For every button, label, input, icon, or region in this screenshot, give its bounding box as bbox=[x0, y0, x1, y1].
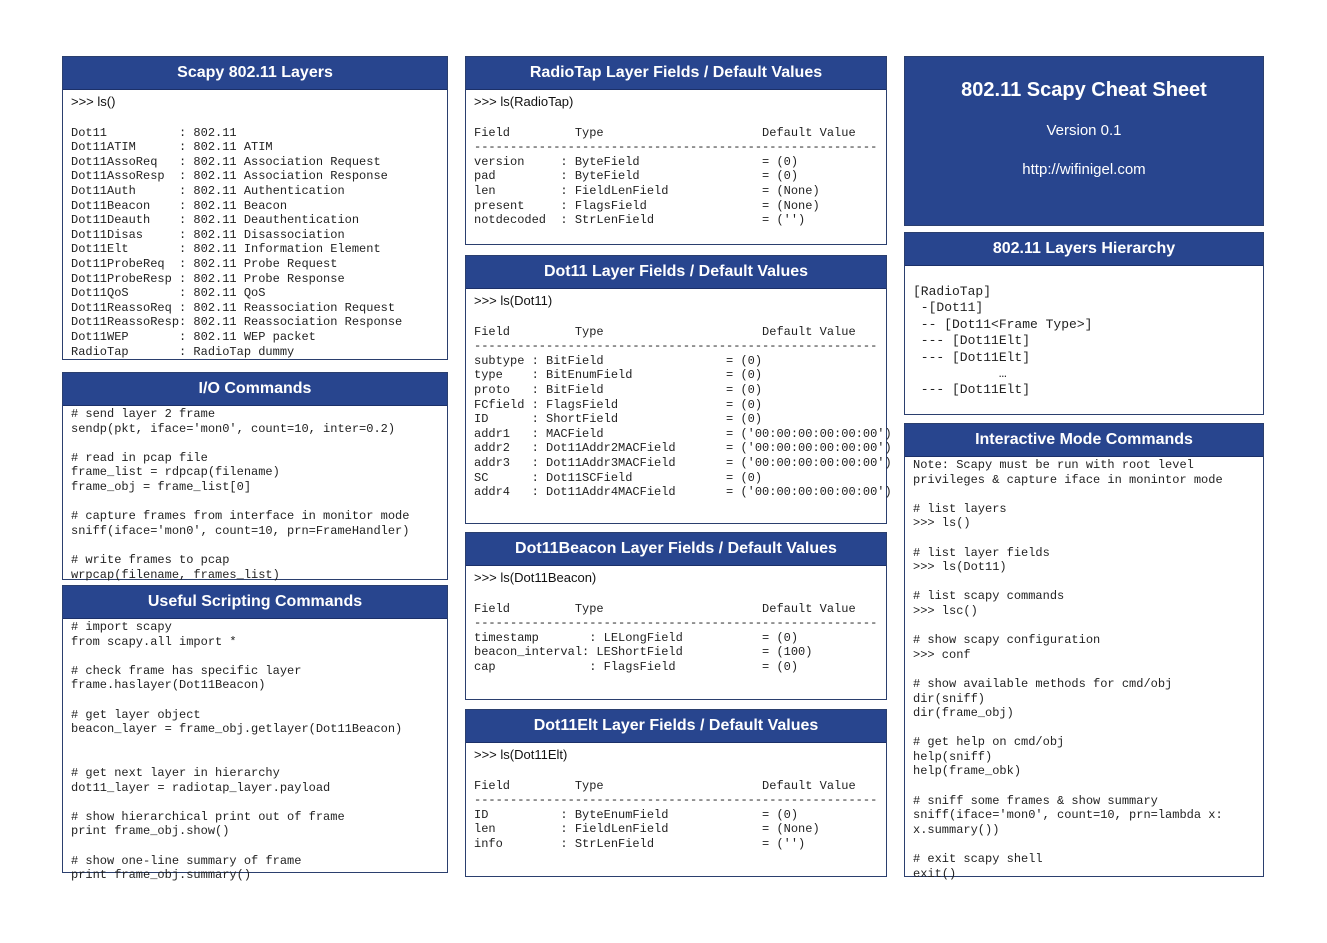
io-commands-title: I/O Commands bbox=[63, 373, 447, 406]
interactive-commands-body: Note: Scapy must be run with root level privileges & capture iface in monintor mode # list layers >>> ls() # list layer fields >>> ls(Dot11) # list scapy commands >>> lsc() # show scapy configuration >>> conf # show available methods for cmd/obj dir(sniff) dir(frame_obj) # get help on cmd/obj help(sniff) help(frame_obk) # sniff some frames & show summary sniff(iface='mon0', count=10, prn=lambda x: x.summary()) # exit scapy shell exit() bbox=[913, 458, 1223, 881]
radiotap-fields-body: Field Type Default Value -------------------------------------------------------- version : ByteField = (0) pad : ByteField = (0) len : FieldLenField = (None) present : FlagsField = (None) notdecoded : StrLenField = ('') bbox=[474, 125, 878, 228]
cheat-sheet-title-panel bbox=[904, 56, 1264, 226]
interactive-commands-panel bbox=[904, 423, 1264, 881]
elt-fields-panel bbox=[465, 709, 887, 877]
layers-list: Dot11 : 802.11 Dot11ATIM : 802.11 ATIM Dot11AssoReq : 802.11 Association Request Dot11AssoResp : 802.11 Association Response Dot11Auth : 802.11 Authentication Dot11Beacon : 802.11 Beacon Dot11Deauth : 802.11 Deauthentication Dot11Disas : 802.11 Disassociation Dot11Elt : 802.11 Information Element Dot11ProbeReq : 802.11 Probe Request Dot11ProbeResp : 802.11 Probe Response Dot11QoS : 802.11 QoS Dot11ReassoReq : 802.11 Reassociation Request Dot11ReassoResp: 802.11 Reassociation Response Dot11WEP : 802.11 WEP packet RadioTap : RadioTap dummy bbox=[71, 125, 403, 359]
dot11-fields-body: Field Type Default Value -------------------------------------------------------- subtype : BitField = (0) type : BitEnumField = (0) proto : BitField = (0) FCfield : FlagsField = (0) ID : ShortField = (0) addr1 : MACField = ('00:00:00:00:00:00') addr2 : Dot11Addr2MACField = ('00:00:00:00:00:00') addr3 : Dot11Addr3MACField = ('00:00:00:00:00:00') SC : Dot11SCField = (0) addr4 : Dot11Addr4MACField = ('00:00:00:00:00:00') bbox=[474, 324, 892, 500]
scripting-commands-title: Useful Scripting Commands bbox=[63, 586, 447, 619]
io-commands-body: # send layer 2 frame sendp(pkt, iface='mon0', count=10, inter=0.2) # read in pcap file frame_list = rdpcap(filename) frame_obj = frame_list[0] # capture frames from interface in monitor mode sniff(iface='mon0', count=10, prn=FrameHandler) # write frames to pcap wrpcap(filename, frames_list) bbox=[71, 407, 410, 582]
radiotap-fields-panel bbox=[465, 56, 887, 245]
layers-panel-title: Scapy 802.11 Layers bbox=[63, 57, 447, 90]
beacon-command: >>> ls(Dot11Beacon) bbox=[474, 570, 597, 585]
cheat-sheet-url[interactable]: http://wifinigel.com bbox=[1022, 161, 1146, 178]
cheat-sheet-title: 802.11 Scapy Cheat Sheet bbox=[961, 79, 1207, 101]
elt-fields-body: Field Type Default Value -------------------------------------------------------- ID : ByteEnumField = (0) len : FieldLenField = (None) info : StrLenField = ('') bbox=[474, 778, 878, 851]
beacon-fields-body: Field Type Default Value -------------------------------------------------------- timestamp : LELongField = (0) beacon_interval: LEShortField = (100) cap : FlagsField = (0) bbox=[474, 601, 878, 674]
io-commands-panel bbox=[62, 372, 448, 580]
hierarchy-body: [RadioTap] -[Dot11] -- [Dot11<Frame Type>] --- [Dot11Elt] --- [Dot11Elt] … --- [Dot11Elt] bbox=[913, 284, 1093, 398]
elt-fields-title: Dot11Elt Layer Fields / Default Values bbox=[466, 710, 886, 743]
beacon-fields-title: Dot11Beacon Layer Fields / Default Values bbox=[466, 533, 886, 566]
radiotap-fields-title: RadioTap Layer Fields / Default Values bbox=[466, 57, 886, 90]
dot11-fields-panel bbox=[465, 255, 892, 524]
hierarchy-title: 802.11 Layers Hierarchy bbox=[905, 233, 1263, 266]
dot11-command: >>> ls(Dot11) bbox=[474, 293, 553, 308]
cheat-sheet-version: Version 0.1 bbox=[1046, 122, 1122, 139]
scripting-commands-body: # import scapy from scapy.all import * # check frame has specific layer frame.haslayer(Dot11Beacon) # get layer object beacon_layer = frame_obj.getlayer(Dot11Beacon) # get next layer in hierarchy dot11_layer = radiotap_layer.payload # show hierarchical print out of frame print frame_obj.show() # show one-line summary of frame print frame_obj.summary() bbox=[71, 620, 403, 883]
dot11-fields-title: Dot11 Layer Fields / Default Values bbox=[466, 256, 886, 289]
elt-command: >>> ls(Dot11Elt) bbox=[474, 747, 568, 762]
interactive-commands-title: Interactive Mode Commands bbox=[905, 424, 1263, 457]
layers-command: >>> ls() bbox=[71, 94, 116, 109]
layers-panel bbox=[62, 56, 448, 360]
scripting-commands-panel bbox=[62, 585, 448, 883]
beacon-fields-panel bbox=[465, 532, 887, 700]
hierarchy-panel bbox=[904, 232, 1264, 415]
radiotap-command: >>> ls(RadioTap) bbox=[474, 94, 574, 109]
